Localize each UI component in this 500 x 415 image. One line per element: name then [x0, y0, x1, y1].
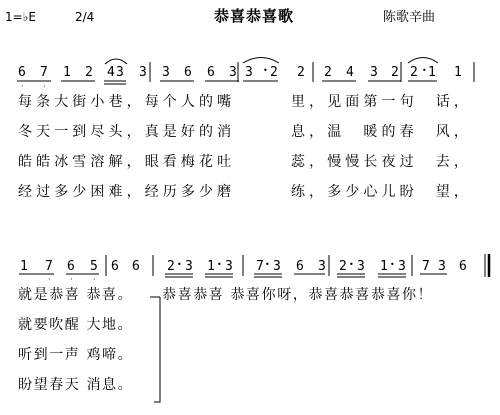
lyric-refrain-start: 就是恭喜 恭喜。 [18, 287, 134, 303]
composer-credit: 陈歌辛曲 [383, 10, 436, 25]
note: 6 [111, 259, 119, 274]
lyric-alt-2: 就要吹醒 大地。 [18, 317, 134, 333]
time-signature: 2/4 [75, 10, 95, 24]
song-title: 恭喜恭喜歌 [214, 7, 295, 25]
low-octave-dot: · [93, 275, 96, 284]
augmentation-dot: • [390, 260, 395, 269]
note: 7 [45, 259, 53, 274]
note: 3 [357, 259, 365, 274]
note: 6 [67, 259, 75, 274]
note: 6 [132, 259, 140, 274]
note: 3 [185, 259, 193, 274]
note: 7 [40, 65, 48, 80]
augmentation-dot: • [217, 260, 222, 269]
note: 2 [167, 259, 175, 274]
lyric-verse-4: 经过多少困难，经历多少磨 [18, 184, 236, 200]
slur [243, 58, 279, 64]
note: 6 [18, 65, 26, 80]
note: 3 [438, 259, 446, 274]
note: 2 [85, 65, 93, 80]
note: 3 [318, 259, 326, 274]
low-octave-dot: · [43, 82, 46, 91]
note: 6 [207, 65, 215, 80]
low-octave-dot: · [48, 275, 51, 284]
note: 1 [63, 65, 71, 80]
note: 3 [139, 65, 147, 80]
note: 3 [162, 65, 170, 80]
augmentation-dot: • [349, 260, 354, 269]
note: 2 [324, 65, 332, 80]
note: 2 [410, 65, 418, 80]
note: 2 [297, 65, 305, 80]
lyric-verse-1: 每条大街小巷，每个人的嘴 [18, 94, 236, 110]
note: 7 [256, 259, 264, 274]
augmentation-dot: • [263, 66, 268, 75]
lyric-alt-4: 盼望春天 消息。 [18, 377, 134, 393]
lyric-verse-3-end: 蕊，慢慢长夜过 去， [291, 154, 472, 170]
augmentation-dot: • [422, 66, 427, 75]
note: 1 [428, 65, 436, 80]
augmentation-dot: • [177, 260, 182, 269]
note: 3 [225, 259, 233, 274]
note: 3 [116, 65, 124, 80]
slur [408, 58, 438, 64]
low-octave-dot: · [21, 82, 24, 91]
note: 2 [339, 259, 347, 274]
low-octave-dot: · [70, 275, 73, 284]
note: 6 [459, 259, 467, 274]
note: 2 [270, 65, 278, 80]
lyric-verse-1-end: 里，见面第一句 话， [291, 94, 472, 110]
note: 3 [398, 259, 406, 274]
note: 1 [207, 259, 215, 274]
note: 1 [380, 259, 388, 274]
note: 5 [90, 259, 98, 274]
note: 7 [422, 259, 430, 274]
note: 3 [370, 65, 378, 80]
lyric-refrain: 恭喜恭喜 恭喜你呀，恭喜恭喜恭喜你！ [162, 287, 434, 303]
note: 6 [296, 259, 304, 274]
augmentation-dot: • [265, 260, 270, 269]
lyric-alt-3: 听到一声 鸡啼。 [18, 347, 134, 363]
lyric-verse-2: 冬天一到尽头，真是好的消 [18, 124, 236, 140]
key-signature: 1=♭E [5, 10, 36, 24]
lyric-verse-2-end: 息，温 暖的春 风， [291, 124, 472, 140]
note: 4 [107, 65, 115, 80]
slur [105, 59, 127, 64]
note: 2 [391, 65, 399, 80]
verse-bracket [150, 297, 160, 402]
note: 1 [20, 259, 28, 274]
note: 4 [346, 65, 354, 80]
note: 6 [184, 65, 192, 80]
lyric-verse-4-end: 练，多少心儿盼 望， [291, 184, 472, 200]
note: 3 [273, 259, 281, 274]
note: 3 [229, 65, 237, 80]
lyric-verse-3: 皓皓冰雪溶解，眼看梅花吐 [18, 154, 236, 170]
note: 3 [245, 65, 253, 80]
note: 1 [454, 65, 462, 80]
